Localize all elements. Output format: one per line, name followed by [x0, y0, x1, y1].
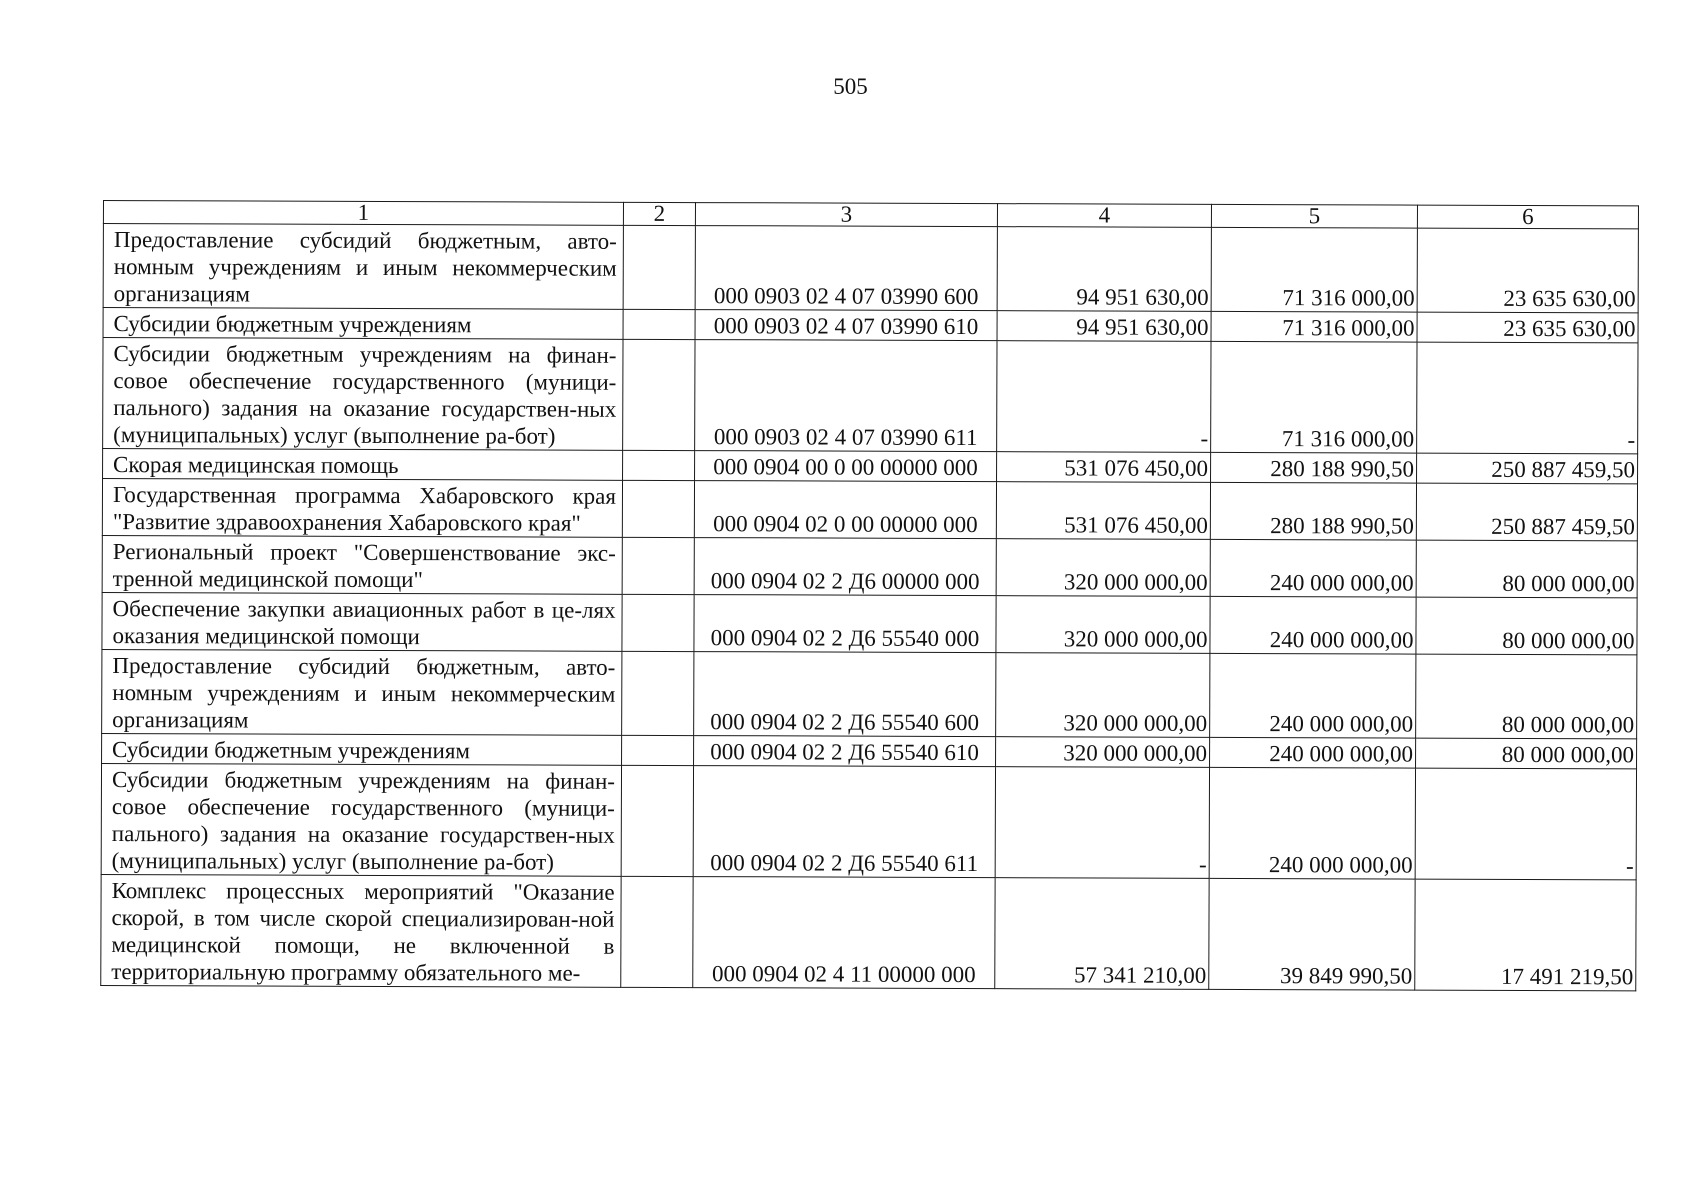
row-code-cell: 000 0904 02 2 Д6 55540 000 [694, 595, 996, 653]
row-code-cell: 000 0904 02 2 Д6 55540 611 [693, 766, 995, 878]
row-name-cell: Обеспечение закупки авиационных работ в це-лях оказания медицинской помощи [102, 592, 622, 651]
row-col2-cell [621, 765, 693, 876]
row-col6-cell: 23 635 630,00 [1417, 228, 1638, 313]
row-col2-cell [622, 735, 694, 765]
table-row [101, 763, 1636, 879]
row-col5-cell: 240 000 000,00 [1209, 767, 1415, 879]
row-col5-cell: 240 000 000,00 [1210, 653, 1416, 738]
table-row [102, 535, 1637, 597]
row-col6-cell: 250 887 459,50 [1417, 453, 1638, 484]
budget-table [100, 200, 1639, 991]
row-col6-cell: 80 000 000,00 [1416, 540, 1637, 598]
column-header-5: 5 [1211, 204, 1417, 228]
row-col2-cell [623, 450, 695, 480]
row-col2-cell [622, 480, 694, 537]
row-col4-cell: - [995, 767, 1209, 879]
row-code-cell: 000 0904 02 2 Д6 55540 600 [694, 652, 996, 737]
row-col4-cell: 57 341 210,00 [995, 878, 1209, 990]
table-row [102, 649, 1637, 738]
row-col6-cell: - [1415, 768, 1636, 880]
row-col2-cell [622, 594, 694, 651]
row-col6-cell: 80 000 000,00 [1416, 597, 1637, 655]
row-col4-cell: 320 000 000,00 [996, 653, 1210, 738]
table-row [102, 479, 1637, 541]
row-col6-cell: 17 491 219,50 [1415, 879, 1636, 991]
column-header-2: 2 [623, 202, 695, 225]
row-code-cell: 000 0904 02 2 Д6 00000 000 [694, 538, 996, 596]
row-code-cell: 000 0904 02 4 11 00000 000 [693, 877, 995, 989]
row-name-cell: Субсидии бюджетным учреждениям на финан-совое обеспечение государственного (муници-пального) задания на оказание государствен-ных (муниципальных) услуг (выполнение ра-бот) [101, 763, 621, 876]
table-row [102, 733, 1637, 768]
column-header-4: 4 [997, 204, 1211, 228]
row-col5-cell: 39 849 990,50 [1209, 878, 1415, 990]
table-row [103, 338, 1638, 454]
row-col6-cell: 80 000 000,00 [1416, 654, 1637, 739]
row-col5-cell: 240 000 000,00 [1210, 737, 1416, 768]
row-name-cell: Предоставление субсидий бюджетным, авто-номным учреждениям и иным некоммерческим организациям [102, 649, 622, 735]
row-name-cell: Государственная программа Хабаровского края "Развитие здравоохранения Хабаровского края" [102, 479, 622, 538]
row-col2-cell [621, 876, 693, 987]
table-row [101, 874, 1636, 990]
row-name-cell: Региональный проект "Совершенствование экс-тренной медицинской помощи" [102, 535, 622, 594]
row-code-cell: 000 0904 00 0 00 00000 000 [695, 451, 997, 482]
row-col4-cell: 320 000 000,00 [996, 596, 1210, 654]
row-col6-cell: 23 635 630,00 [1417, 312, 1638, 343]
row-col4-cell: 94 951 630,00 [997, 311, 1211, 342]
row-code-cell: 000 0903 02 4 07 03990 610 [695, 310, 997, 341]
row-col6-cell: 250 887 459,50 [1416, 483, 1637, 541]
row-col4-cell: 320 000 000,00 [996, 737, 1210, 768]
column-header-1: 1 [103, 201, 623, 226]
row-name-cell: Комплекс процессных мероприятий "Оказание скорой, в том числе скорой специализирован-ной медицинской помощи, не включенной в территориальную программу обязательного ме- [101, 874, 621, 987]
row-code-cell: 000 0904 02 2 Д6 55540 610 [694, 736, 996, 767]
row-col2-cell [623, 309, 695, 339]
row-col2-cell [623, 225, 695, 309]
row-col5-cell: 280 188 990,50 [1210, 482, 1416, 540]
row-code-cell: 000 0903 02 4 07 03990 600 [695, 226, 997, 311]
row-col5-cell: 240 000 000,00 [1210, 596, 1416, 654]
row-col4-cell: 531 076 450,00 [996, 482, 1210, 540]
column-header-3: 3 [695, 203, 997, 227]
row-name-cell: Предоставление субсидий бюджетным, авто-номным учреждениям и иным некоммерческим организациям [103, 224, 623, 310]
row-name-cell: Субсидии бюджетным учреждениям [103, 308, 623, 340]
row-code-cell: 000 0903 02 4 07 03990 611 [695, 340, 997, 452]
row-col2-cell [623, 339, 695, 450]
row-col4-cell: 94 951 630,00 [997, 227, 1211, 312]
page-number: 505 [833, 74, 868, 99]
row-col5-cell: 71 316 000,00 [1211, 311, 1417, 342]
row-col2-cell [622, 537, 694, 594]
row-col4-cell: 320 000 000,00 [996, 539, 1210, 597]
row-col2-cell [622, 651, 694, 735]
row-name-cell: Скорая медицинская помощь [103, 449, 623, 481]
row-col5-cell: 240 000 000,00 [1210, 539, 1416, 597]
row-col6-cell: - [1417, 342, 1638, 454]
row-col4-cell: 531 076 450,00 [997, 452, 1211, 483]
row-name-cell: Субсидии бюджетным учреждениям на финан-совое обеспечение государственного (муници-пального) задания на оказание государствен-ных (муниципальных) услуг (выполнение ра-бот) [103, 338, 623, 451]
table-row [102, 592, 1637, 654]
row-name-cell: Субсидии бюджетным учреждениям [102, 733, 622, 765]
row-col4-cell: - [997, 341, 1211, 453]
row-code-cell: 000 0904 02 0 00 00000 000 [694, 481, 996, 539]
row-col6-cell: 80 000 000,00 [1416, 738, 1637, 769]
row-col5-cell: 280 188 990,50 [1211, 452, 1417, 483]
table-row [103, 449, 1638, 484]
column-header-6: 6 [1417, 205, 1638, 229]
row-col5-cell: 71 316 000,00 [1211, 341, 1417, 453]
table-row [103, 224, 1638, 313]
table-row [103, 308, 1638, 343]
row-col5-cell: 71 316 000,00 [1211, 227, 1417, 312]
